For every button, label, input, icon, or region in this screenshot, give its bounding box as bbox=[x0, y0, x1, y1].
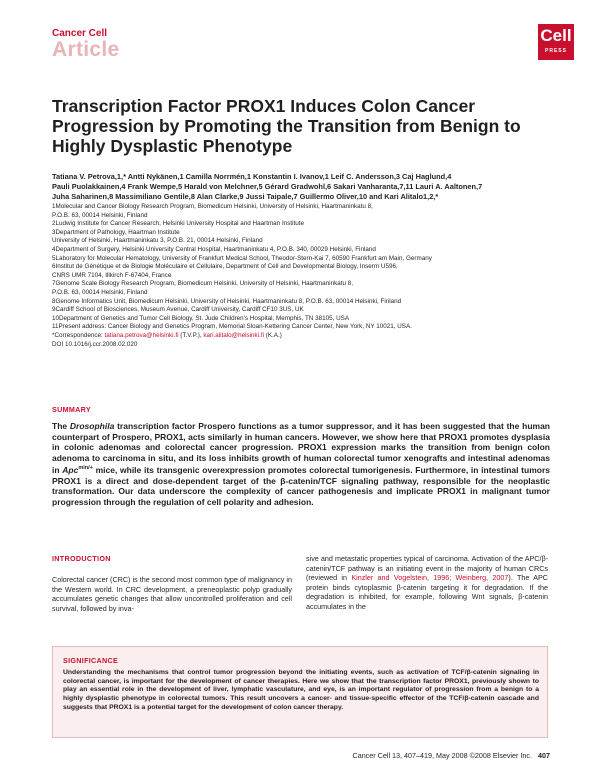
significance-box bbox=[52, 646, 548, 738]
introduction-heading: INTRODUCTION bbox=[52, 554, 111, 563]
author-line: Juha Saharinen,8 Massimiliano Gentile,8 Alan Clarke,9 Jussi Taipale,7 Guillermo Oliver,10 and Kari Alitalo1,2,* bbox=[52, 192, 439, 202]
affiliation-line: P.O.B. 63, 00014 Helsinki, Finland bbox=[52, 288, 148, 296]
correspondence-line bbox=[52, 332, 552, 341]
intro-text: ). The APC protein binds cytoplasmic β-catenin targeting it for degradation. If the degradation is inhibited, for example, following Wnt signals, β-catenin accumulates in the bbox=[306, 573, 548, 611]
affiliation-line: 11Present address: Cancer Biology and Genetics Program, Memorial Sloan-Kettering Cancer Center, New York, NY 10021, USA. bbox=[52, 323, 412, 331]
affiliation-line: CNRS UMR 7104, Illkirch F-67404, France bbox=[52, 271, 172, 279]
summary-part: mice, while its transgenic overexpression promotes colorectal tumorigenesis. Furthermore, in intestinal tumors PROX1 is a direct and dose-dependent target of the β-catenin/TCF signaling pathway, responsible for the neoplastic transformation. Our data underscore the complexity of cancer pathogenesis and implicate PROX1 in malignant tumor progression through the regulation of cell polarity and adhesion. bbox=[52, 465, 550, 507]
doi: DOI 10.1016/j.ccr.2008.02.020 bbox=[52, 340, 138, 348]
page-number: 407 bbox=[538, 751, 550, 760]
gene-name: Apc bbox=[62, 465, 79, 476]
reference-link[interactable]: Kinzler and Vogelstein, 1996; Weinberg, 2007 bbox=[351, 573, 509, 582]
significance-heading: SIGNIFICANCE bbox=[63, 656, 119, 665]
intro-right-column bbox=[306, 554, 548, 611]
correspondence-mid: (T.V.P.), bbox=[178, 331, 204, 339]
intro-left-column: Colorectal cancer (CRC) is the second most common type of malignancy in the Western world. In CRC development, a preneoplastic polyp gradually accumulates genetic changes that allow uncontrolled proliferation and cell survival, followed by inva- bbox=[52, 575, 292, 613]
affiliation-line: University of Helsinki, Haartmaninkatu 3, P.O.B. 21, 00014 Helsinki, Finland bbox=[52, 237, 263, 245]
affiliation-line: P.O.B. 63, 00014 Helsinki, Finland bbox=[52, 211, 148, 219]
email-link-alitalo[interactable]: kari.alitalo@helsinki.fi bbox=[203, 331, 264, 339]
email-link-petrova[interactable]: tatiana.petrova@helsinki.fi bbox=[104, 331, 179, 339]
logo-main-text: Cell bbox=[540, 26, 572, 45]
cell-press-logo bbox=[538, 24, 574, 60]
gene-superscript: min/+ bbox=[78, 465, 93, 472]
summary-part: transcription factor Prospero functions as a tumor suppressor, and it has been suggested that the human counterpart of Prospero, PROX1, acts similarly in human cancers. However, we show here that PROX1 promotes dysplasia in colonic adenomas and colorectal cancer progression. PROX1 expression marks the transition from benign colon adenoma to carcinoma in situ, and its loss inhibits growth of human colorectal tumor xenografts and intestinal adenomas in bbox=[52, 421, 550, 476]
affiliation-line: 3Department of Pathology, Haartman Institute bbox=[52, 228, 180, 236]
summary-heading: SUMMARY bbox=[52, 405, 91, 414]
affiliation-line: 5Laboratory for Molecular Hematology, University of Frankfurt Medical School, Theodor-Stern-Kai 7, 60590 Frankfurt am Main, Germany bbox=[52, 254, 432, 262]
intro-text: sive and metastatic properties typical of carcinoma. Activation of the APC/β-catenin/TCF pathway is an initiating event in the majority of human CRCs (reviewed in bbox=[306, 554, 548, 582]
affiliation-line: 10Department of Genetics and Tumor Cell Biology, St. Jude Children's Hospital, Memphis, TN 38105, USA bbox=[52, 314, 350, 322]
affiliation-list bbox=[52, 203, 552, 349]
affiliation-line: 7Genome Scale Biology Research Program, Biomedicum Helsinki, University of Helsinki, Haartmaninkatu 8, bbox=[52, 280, 353, 288]
logo-sub-text: PRESS bbox=[545, 48, 567, 54]
footer-citation: Cancer Cell 13, 407–419, May 2008 ©2008 Elsevier Inc. bbox=[352, 751, 532, 760]
affiliation-line: 9Cardiff School of Biosciences, Museum Avenue, Cardiff University, Cardiff CF10 3US, UK bbox=[52, 306, 304, 314]
significance-text: Understanding the mechanisms that control tumor progression beyond the initiating events, such as activation of TCF/β-catenin signaling in colorectal cancer, is important for the development of cancer therapies. Here we show that the transcription factor PROX1, previously shown to play an essential role in the development of liver, lymphatic vasculature, and eye, is an important regulator of progression from a benign to a highly dysplastic phenotype in colorectal tumors. This result uncovers a cancer- and tissue-specific effector of the TCF/β-catenin cascade and suggests that PROX1 is a potential target for the development of colon cancer therapy. bbox=[63, 669, 539, 711]
affiliation-line: 8Genome Informatics Unit, Biomedicum Helsinki, University of Helsinki, Haartmaninkatu 8, P.O.B. 63, 00014 Helsinki, Finland bbox=[52, 297, 402, 305]
journal-name: Cancer Cell bbox=[52, 28, 108, 39]
correspondence-end: (K.A.) bbox=[263, 331, 282, 339]
correspondence-label: *Correspondence: bbox=[52, 331, 105, 339]
article-type-label: Article bbox=[52, 38, 120, 61]
species-name: Drosophila bbox=[69, 421, 115, 431]
affiliation-line: 2Ludwig Institute for Cancer Research, Helsinki University Hospital and Haartman Institute bbox=[52, 220, 304, 228]
summary-part: The bbox=[52, 421, 70, 431]
article-title: Transcription Factor PROX1 Induces Colon Cancer Progression by Promoting the Transition from Benign to Highly Dysplastic Phenotype bbox=[52, 96, 521, 156]
summary-text bbox=[52, 421, 550, 508]
affiliation-line: 1Molecular and Cancer Biology Research Program, Biomedicum Helsinki, University of Helsinki, Haartmaninkatu 8, bbox=[52, 203, 373, 210]
author-line: Pauli Puolakkainen,4 Frank Wempe,5 Harald von Melchner,5 Gérard Gradwohl,6 Sakari Vanharanta,7,11 Lauri A. Aaltonen,7 bbox=[52, 182, 483, 192]
author-list bbox=[52, 172, 552, 203]
affiliation-line: 6Institut de Génétique et de Biologie Moléculaire et Cellulaire, Department of Cell and Developmental Biology, Inserm U596, bbox=[52, 263, 398, 271]
author-line: Tatiana V. Petrova,1,* Antti Nykänen,1 Camilla Norrmén,1 Konstantin I. Ivanov,1 Leif C. Andersson,3 Caj Haglund,4 bbox=[52, 172, 452, 181]
page-footer bbox=[300, 751, 550, 760]
affiliation-line: 4Department of Surgery, Helsinki University Central Hospital, Haartmaninkatu 4, P.O.B. 340, 00029 Helsinki, Finland bbox=[52, 245, 376, 253]
